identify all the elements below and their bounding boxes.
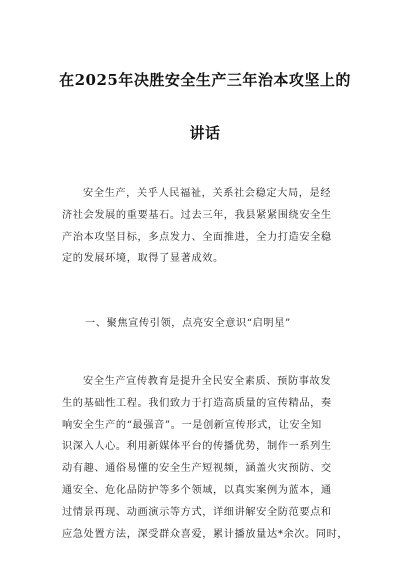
paragraph-line: 识深入人心。利用新媒体平台的传播优势，制作一系列生 (62, 441, 332, 453)
paragraph-line: 应急处置方法，深受群众喜爱，累计播放量达*余次。同时， (62, 528, 349, 540)
document-title-line1: 在2025年决胜安全生产三年治本攻坚上的 (59, 71, 351, 89)
document-title-line2: 讲话 (189, 124, 221, 142)
paragraph-line: 生的基础性工程。我们致力于打造高质量的宣传精品，奏 (62, 397, 332, 409)
paragraph-line: 定的发展环境，取得了显著成效。 (62, 253, 224, 265)
paragraph-line: 济社会发展的重要基石。过去三年，我县紧紧围绕安全生 (62, 209, 332, 221)
paragraph-line: 产治本攻坚目标，多点发力、全面推进，全力打造安全稳 (62, 231, 332, 243)
section-heading: 一、聚焦宣传引领，点亮安全意识“启明星” (85, 318, 291, 329)
paragraph-line: 通安全、危化品防护等多个领域，以真实案例为蓝本，通 (62, 484, 332, 496)
paragraph-line: 安全生产宣传教育是提升全民安全素质、预防事故发 (83, 376, 332, 387)
paragraph-line: 响安全生产的“最强音”。一是创新宣传形式，让安全知 (62, 419, 322, 431)
paragraph-line: 安全生产，关乎人民福祉，关系社会稳定大局，是经 (83, 188, 332, 199)
paragraph-section1 (62, 371, 350, 545)
paragraph-intro (62, 183, 350, 270)
paragraph-line: 动有趣、通俗易懂的安全生产短视频，涵盖火灾预防、交 (62, 463, 332, 475)
paragraph-line: 过情景再现、动画演示等方式，详细讲解安全防范要点和 (62, 506, 332, 518)
